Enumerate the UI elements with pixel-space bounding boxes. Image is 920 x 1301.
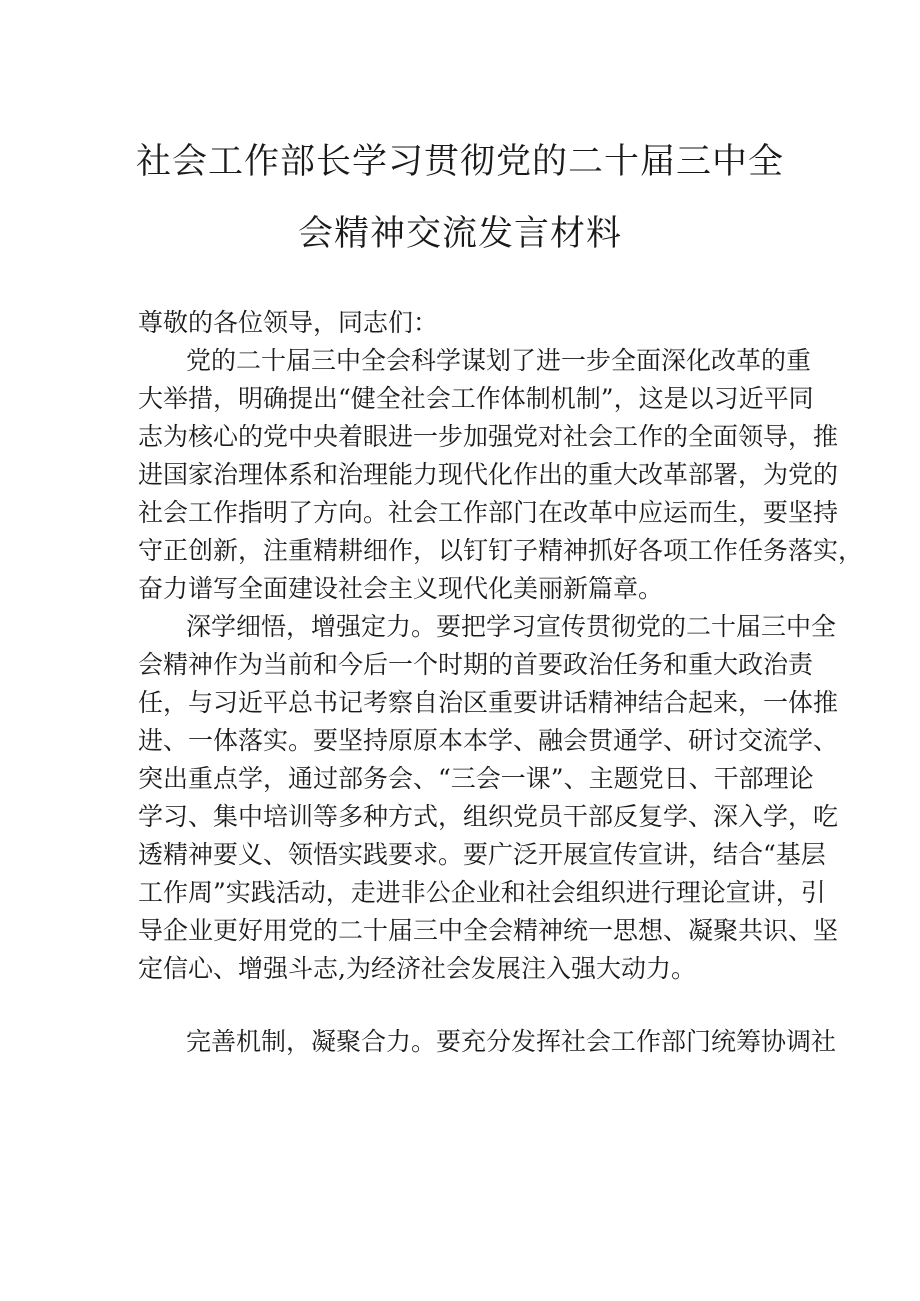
paragraph-line: 完善机制，凝聚合力。要充分发挥社会工作部门统筹协调社: [186, 1027, 837, 1056]
paragraph-line: 进国家治理体系和治理能力现代化作出的重大改革部署，为党的: [138, 460, 839, 489]
paragraph-line: 透精神要义、领悟实践要求。要广泛开展宣传宣讲，结合“基层: [138, 840, 826, 869]
paragraph-line: 定信心、增强斗志,为经济社会发展注入强大动力。: [138, 954, 696, 983]
paragraph-line: 党的二十届三中全会科学谋划了进一步全面深化改革的重: [186, 346, 812, 375]
document-title-line-1: 社会工作部长学习贯彻党的二十届三中全: [135, 142, 784, 182]
paragraph-line: 大举措，明确提出“健全社会工作体制机制”，这是以习近平同: [138, 384, 814, 413]
paragraph-line: 志为核心的党中央着眼进一步加强党对社会工作的全面领导，推: [138, 422, 839, 451]
salutation: 尊敬的各位领导，同志们：: [138, 308, 439, 337]
paragraph-line: 进、一体落实。要坚持原原本本学、融会贯通学、研讨交流学、: [138, 726, 839, 755]
paragraph-line: 任，与习近平总书记考察自治区重要讲话精神结合起来，一体推: [138, 688, 839, 717]
paragraph-line: 工作周”实践活动，走进非公企业和社会组织进行理论宣讲，引: [138, 878, 826, 907]
document-title-line-2: 会精神交流发言材料: [297, 214, 622, 254]
paragraph-line: 奋力谱写全面建设社会主义现代化美丽新篇章。: [138, 574, 664, 603]
paragraph-line: 守正创新，注重精耕细作，以钉钉子精神抓好各项工作任务落实，: [138, 536, 864, 565]
paragraph-line: 会精神作为当前和今后一个时期的首要政治任务和重大政治责: [138, 650, 814, 679]
paragraph-line: 深学细悟，增强定力。要把学习宣传贯彻党的二十届三中全: [186, 612, 837, 641]
paragraph-line: 社会工作指明了方向。社会工作部门在改革中应运而生，要坚持: [138, 498, 839, 527]
paragraph-line: 导企业更好用党的二十届三中全会精神统一思想、凝聚共识、坚: [138, 916, 839, 945]
paragraph-line: 突出重点学，通过部务会、“三会一课”、主题党日、干部理论: [138, 764, 814, 793]
paragraph-line: 学习、集中培训等多种方式，组织党员干部反复学、深入学，吃: [138, 802, 839, 831]
